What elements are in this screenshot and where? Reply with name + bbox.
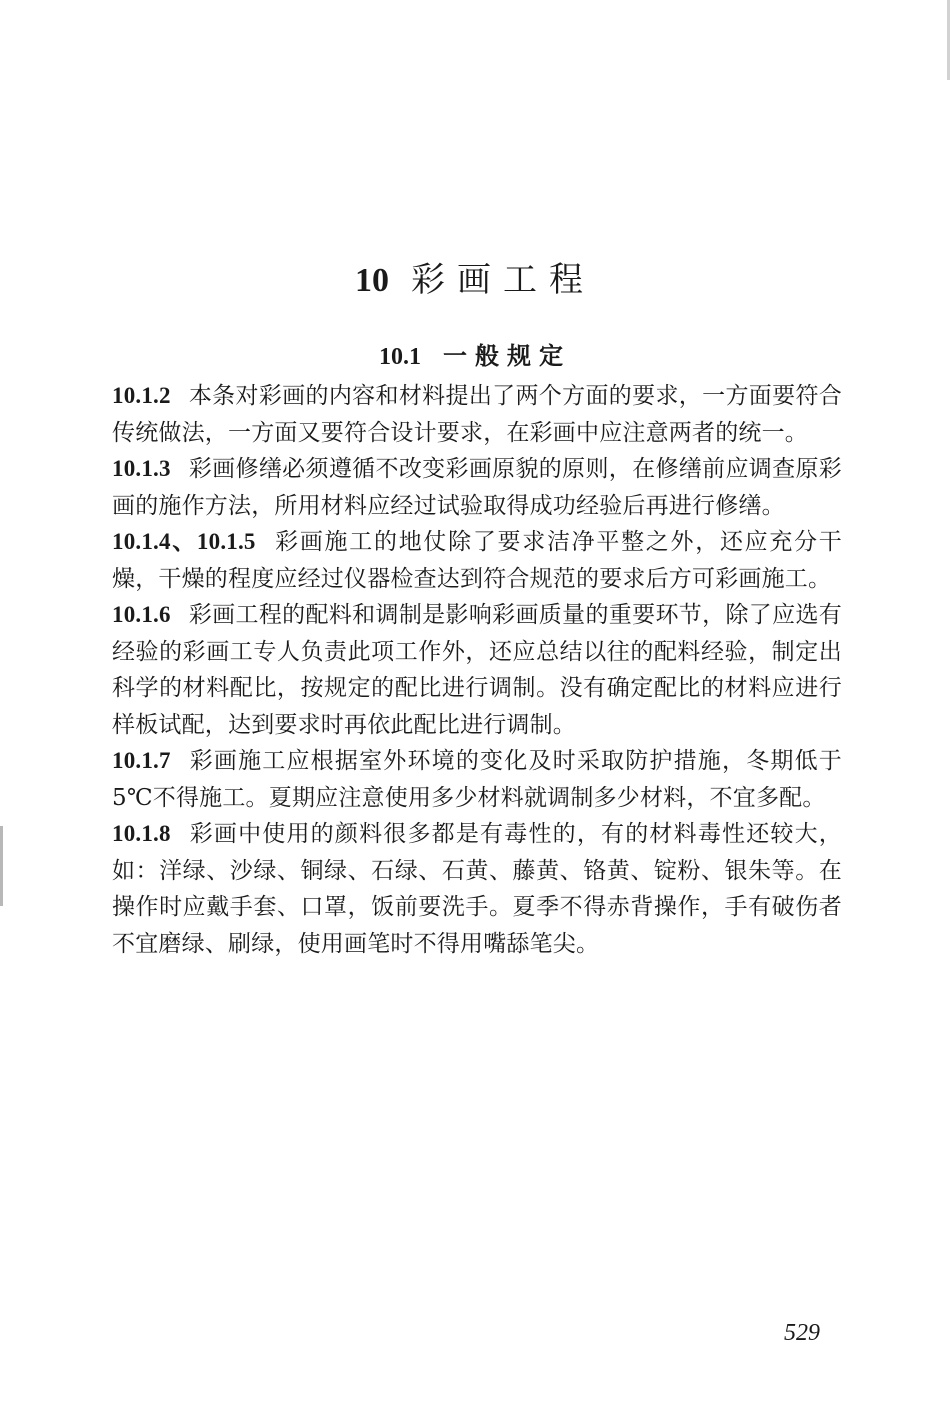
clause-text: 彩画施工的地仗除了要求洁净平整之外，还应充分干燥，干燥的程度应经过仪器检查达到符合规范的要求后方可彩画施工。 xyxy=(112,529,842,592)
chapter-number: 10 xyxy=(355,261,389,299)
clause-text: 彩画修缮必须遵循不改变彩画原貌的原则，在修缮前应调查原彩画的施作方法，所用材料应经过试验取得成功经验后再进行修缮。 xyxy=(112,456,842,519)
clause-number: 10.1.2 xyxy=(112,383,171,408)
clause-number: 10.1.7 xyxy=(112,748,171,773)
chapter-title-text: 彩画工程 xyxy=(411,259,595,300)
section-number: 10.1 xyxy=(379,343,421,370)
scan-edge-shadow-left xyxy=(0,826,3,906)
clause-text: 彩画工程的配料和调制是影响彩画质量的重要环节，除了应选有经验的彩画工专人负责此项工作外，还应总结以往的配料经验，制定出科学的材料配比，按规定的配比进行调制。没有确定配比的材料应进行样板试配，达到要求时再依此配比进行调制。 xyxy=(112,602,842,738)
section-title xyxy=(0,338,950,375)
clause-number: 10.1.3 xyxy=(112,456,171,481)
clause-text: 本条对彩画的内容和材料提出了两个方面的要求，一方面要符合传统做法，一方面又要符合设计要求，在彩画中应注意两者的统一。 xyxy=(112,383,842,446)
clause-10-1-8 xyxy=(112,816,842,962)
section-title-text: 一般规定 xyxy=(443,340,571,370)
clause-10-1-2 xyxy=(112,378,842,451)
clause-number: 10.1.4、10.1.5 xyxy=(112,529,256,554)
page-number: 529 xyxy=(784,1320,820,1346)
clause-10-1-3 xyxy=(112,451,842,524)
chapter-title xyxy=(0,255,950,306)
clause-10-1-7 xyxy=(112,743,842,816)
clause-10-1-4-5 xyxy=(112,524,842,597)
clause-text: 彩画施工应根据室外环境的变化及时采取防护措施，冬期低于5℃不得施工。夏期应注意使用多少材料就调制多少材料，不宜多配。 xyxy=(112,748,842,811)
clause-text: 彩画中使用的颜料很多都是有毒性的，有的材料毒性还较大，如：洋绿、沙绿、铜绿、石绿、石黄、藤黄、铬黄、锭粉、银朱等。在操作时应戴手套、口罩，饭前要洗手。夏季不得赤背操作，手有破伤者不宜磨绿、刷绿，使用画笔时不得用嘴舔笔尖。 xyxy=(112,821,842,957)
clause-list xyxy=(112,378,842,962)
clause-10-1-6 xyxy=(112,597,842,743)
clause-number: 10.1.6 xyxy=(112,602,171,627)
clause-number: 10.1.8 xyxy=(112,821,171,846)
